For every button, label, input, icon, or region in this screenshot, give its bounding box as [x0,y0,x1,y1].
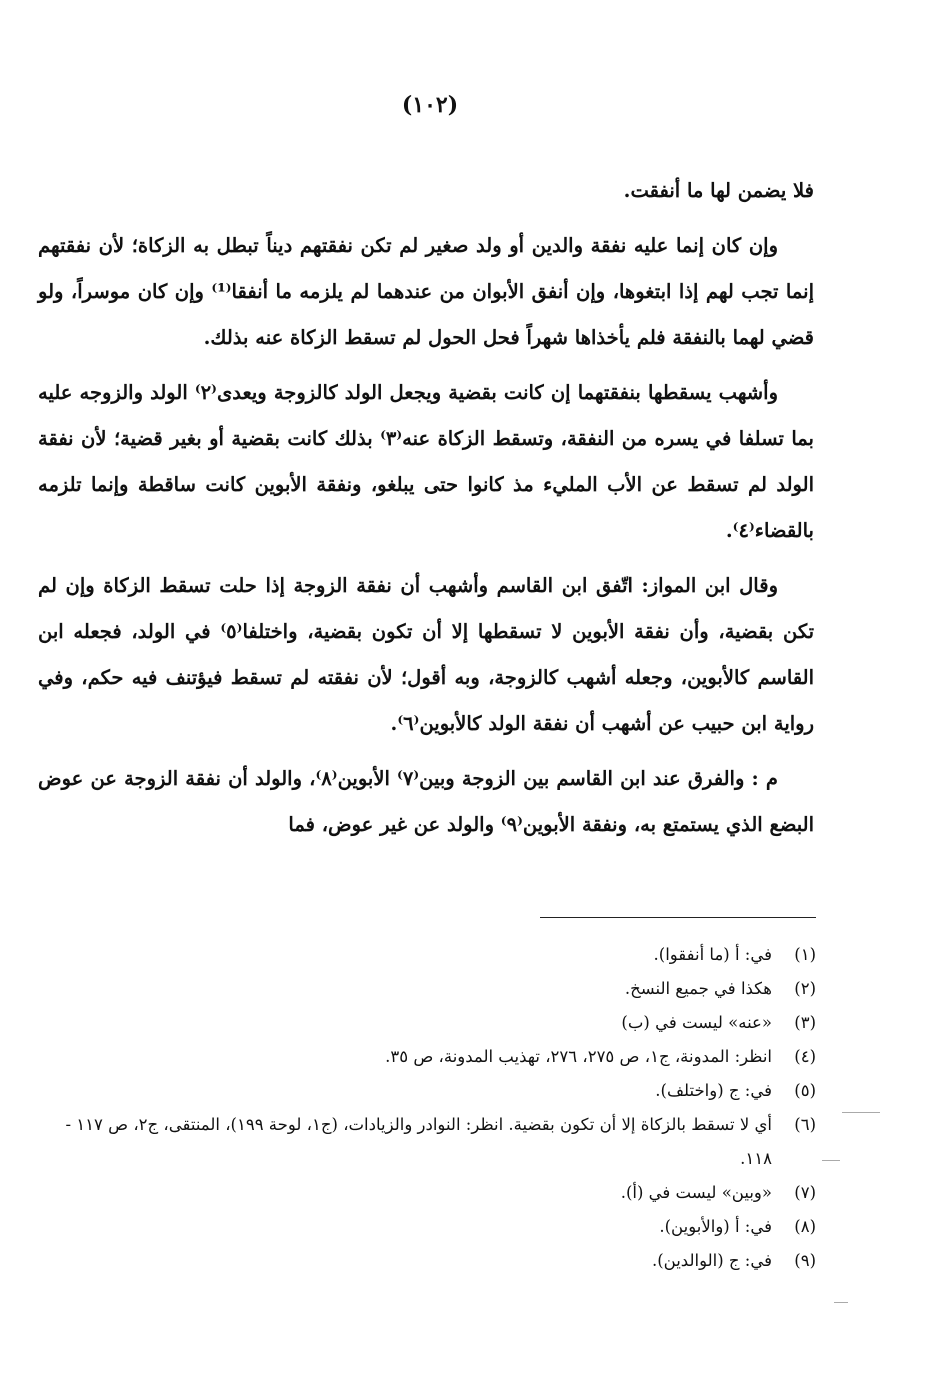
page-number: (١٠٢) [401,92,459,118]
paragraph-1: فلا يضمن لها ما أنفقت. [623,179,814,202]
footnote-text: في: أ (والأبوين). [659,1217,772,1236]
scan-mark [842,1112,880,1113]
footnote-number: (١) [794,945,816,964]
footnote-item [36,1108,816,1176]
footnote-item [36,1210,816,1244]
footnote-text: في: أ (ما أنفقوا). [653,945,772,964]
footnote-text: «عنه» ليست في (ب) [621,1013,772,1032]
footnote-number: (٢) [794,979,816,998]
footnote-number: (٥) [794,1081,816,1100]
paragraph-3: وأشهب يسقطها بنفقتهما إن كانت بقضية ويجعل الولد كالزوجة ويعدى⁽٢⁾ الولد والزوجه عليه بما تسلفا في يسره من النفقة، وتسقط الزكاة عنه⁽٣⁾ بذلك كانت بقضية أو بغير قضية؛ لأن نفقة الولد لم تسقط عن الأب المليء مذ كانوا حتى يبلغو، ونفقة الأبوين كانت ساقطة وإنما تلزمه بالقضاء⁽٤⁾. [38,381,814,542]
footnote-number: (٩) [794,1251,816,1270]
footnote-item [36,1074,816,1108]
footnote-text: «وبين» ليست في (أ). [620,1183,772,1202]
paragraph-2: وإن كان إنما عليه نفقة والدين أو ولد صغير لم تكن نفقتهم ديناً تبطل به الزكاة؛ لأن نفقتهم إنما تجب لهم إذا ابتغوها، وإن أنفق الأبوان من عندهما لم يلزمه ما أنفقا⁽¹⁾ وإن كان موسراً، ولو قضي لهما بالنفقة فلم يأخذاها شهراً فحل الحول لم تسقط الزكاة عنه بذلك. [38,234,814,349]
footnote-text: في: ج (الوالدين). [651,1251,772,1270]
footnote-separator [540,917,816,918]
footnote-item [36,1006,816,1040]
scan-mark [834,1302,848,1303]
footnote-text: انظر: المدونة، ج١، ص ٢٧٥، ٢٧٦، تهذيب المدونة، ص ٣٥. [385,1047,772,1066]
footnote-item [36,972,816,1006]
footnote-item [36,1176,816,1210]
footnote-text: هكذا في جميع النسخ. [624,979,772,998]
main-text [38,168,814,857]
paragraph-4: وقال ابن المواز: اتّفق ابن القاسم وأشهب أن نفقة الزوجة إذا حلت تسقط الزكاة وإن لم تكن بقضية، وأن نفقة الأبوين لا تسقطها إلا أن تكون بقضية، واختلفا⁽٥⁾ في الولد، فجعله ابن القاسم كالأبوين، وجعله أشهب كالزوجة، وبه أقول؛ لأن نفقته لم تسقط فيؤتنف فيه حكم، وفي رواية ابن حبيب عن أشهب أن نفقة الولد كالأبوين⁽٦⁾. [38,574,815,735]
footnote-text: في: ج (واختلف). [655,1081,772,1100]
footnote-item [36,1040,816,1074]
footnote-number: (٤) [794,1047,816,1066]
footnote-item [36,1244,816,1278]
footnote-number: (٦) [794,1115,816,1134]
scan-mark [822,1160,840,1161]
paragraph-5: م : والفرق عند ابن القاسم بين الزوجة وبين⁽٧⁾ الأبوين⁽٨⁾، والولد أن نفقة الزوجة عن عوض البضع الذي يستمتع به، ونفقة الأبوين⁽٩⁾ والولد عن غير عوض، فما [38,767,814,836]
footnote-text: أي لا تسقط بالزكاة إلا أن تكون بقضية. انظر: النوادر والزيادات، (ج١، لوحة ١٩٩)، المنتقى، ج٢، ص ١١٧ - ١١٨. [65,1115,772,1168]
footnotes [36,938,816,1278]
footnote-number: (٧) [794,1183,816,1202]
footnote-number: (٣) [794,1013,816,1032]
footnote-number: (٨) [794,1217,816,1236]
footnote-item [36,938,816,972]
